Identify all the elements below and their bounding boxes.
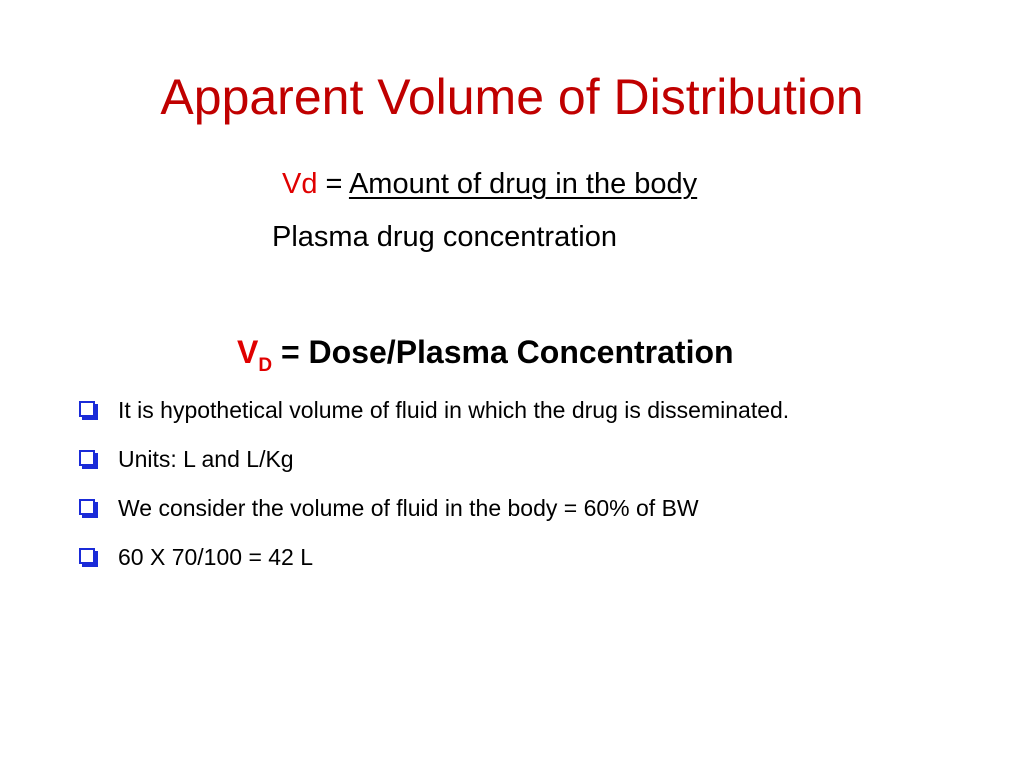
bullet-text: 60 X 70/100 = 42 L xyxy=(118,544,314,570)
list-item xyxy=(76,439,956,479)
bullet-text: We consider the volume of fluid in the body = 60% of BW xyxy=(118,495,699,521)
formula-equals: = xyxy=(317,168,349,200)
slide-title: Apparent Volume of Distribution xyxy=(160,69,864,125)
checkbox-square-icon xyxy=(79,548,95,564)
equation-rhs: = Dose/Plasma Concentration xyxy=(272,334,734,370)
equation-symbol: V xyxy=(237,334,259,370)
bullet-text: Units: L and L/Kg xyxy=(118,446,294,472)
equation-subscript: D xyxy=(258,355,273,376)
checkbox-square-icon xyxy=(79,499,95,515)
formula-numerator: Amount of drug in the body xyxy=(348,168,698,200)
dose-equation xyxy=(237,330,734,380)
formula-denominator: Plasma drug concentration xyxy=(272,221,617,253)
bullet-list xyxy=(76,390,956,586)
formula-numerator-line xyxy=(282,164,697,204)
formula-symbol: Vd xyxy=(282,168,318,200)
checkbox-square-icon xyxy=(79,450,95,466)
list-item xyxy=(76,537,956,577)
bullet-text: It is hypothetical volume of fluid in which the drug is disseminated. xyxy=(118,397,790,423)
list-item xyxy=(76,390,956,430)
list-item xyxy=(76,488,956,528)
checkbox-square-icon xyxy=(79,401,95,417)
